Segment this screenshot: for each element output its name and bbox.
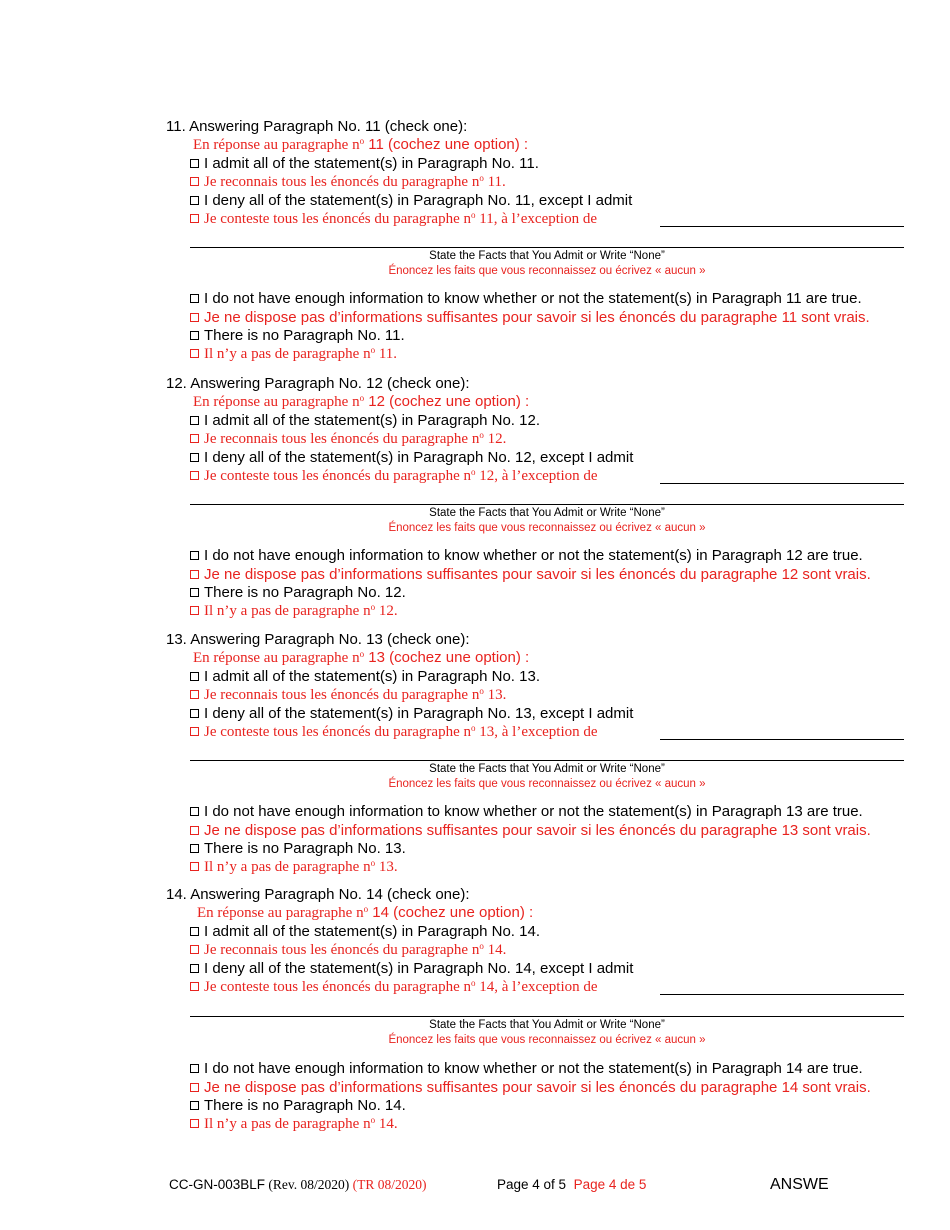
except-admit-field[interactable] [660, 226, 904, 227]
paragraph-heading-fr: En réponse au paragraphe $n^o$ 13 (cochez une option) : [193, 649, 530, 666]
answer-paragraph-13 [0, 630, 950, 887]
checkbox-no-paragraph-fr[interactable] [190, 862, 199, 871]
checkbox-no-info[interactable] [190, 294, 199, 303]
answer-paragraph-12 [0, 374, 950, 631]
option-deny[interactable]: I deny all of the statement(s) in Paragraph No. 14, except I admit [190, 959, 633, 978]
paragraph-heading-fr: En réponse au paragraphe $n^o$ 14 (cochez une option) : [197, 904, 534, 921]
option-no-info[interactable]: I do not have enough information to know whether or not the statement(s) in Paragraph 13 are true. [190, 802, 863, 821]
facts-admitted-field[interactable] [190, 760, 904, 761]
checkbox-deny-fr[interactable] [190, 727, 199, 736]
checkbox-deny-fr[interactable] [190, 471, 199, 480]
facts-caption: State the Facts that You Admit or Write “None” [429, 250, 665, 262]
checkbox-admit[interactable] [190, 672, 199, 681]
checkbox-deny-fr[interactable] [190, 214, 199, 223]
checkbox-admit[interactable] [190, 927, 199, 936]
except-admit-field[interactable] [660, 483, 904, 484]
facts-caption: State the Facts that You Admit or Write “None” [429, 763, 665, 775]
except-admit-field[interactable] [660, 739, 904, 740]
checkbox-no-paragraph[interactable] [190, 588, 199, 597]
form-code: CC-GN-003BLF (Rev. 08/2020) (TR 08/2020) [169, 1177, 427, 1192]
option-deny-fr[interactable]: Je conteste tous les énoncés du paragraphe $n^o$ 14, à l’exception de [190, 978, 598, 997]
option-no-paragraph[interactable]: There is no Paragraph No. 13. [190, 839, 406, 858]
option-no-paragraph[interactable]: There is no Paragraph No. 14. [190, 1096, 406, 1115]
option-no-info-fr[interactable]: Je ne dispose pas d’informations suffisantes pour savoir si les énoncés du paragraphe 14 sont vrais. [190, 1078, 871, 1097]
answer-paragraph-11 [0, 117, 950, 374]
checkbox-no-paragraph-fr[interactable] [190, 349, 199, 358]
option-no-paragraph-fr[interactable]: Il n’y a pas de paragraphe $n^o$ 12. [190, 602, 398, 621]
option-no-info-fr[interactable]: Je ne dispose pas d’informations suffisantes pour savoir si les énoncés du paragraphe 12 sont vrais. [190, 565, 871, 584]
facts-admitted-field[interactable] [190, 1016, 904, 1017]
option-admit[interactable]: I admit all of the statement(s) in Paragraph No. 11. [190, 154, 539, 173]
page-number: Page 4 of 5 Page 4 de 5 [497, 1177, 647, 1192]
paragraph-heading: 12. Answering Paragraph No. 12 (check one): [166, 375, 470, 392]
option-no-paragraph[interactable]: There is no Paragraph No. 12. [190, 583, 406, 602]
answer-paragraph-14 [0, 885, 950, 1142]
option-admit[interactable]: I admit all of the statement(s) in Paragraph No. 14. [190, 922, 540, 941]
option-deny[interactable]: I deny all of the statement(s) in Paragraph No. 13, except I admit [190, 704, 633, 723]
paragraph-heading: 13. Answering Paragraph No. 13 (check one): [166, 631, 470, 648]
checkbox-no-info[interactable] [190, 551, 199, 560]
checkbox-admit-fr[interactable] [190, 177, 199, 186]
checkbox-admit[interactable] [190, 159, 199, 168]
paragraph-heading: 14. Answering Paragraph No. 14 (check one): [166, 886, 470, 903]
form-title-truncated: ANSWE [770, 1176, 829, 1193]
option-no-info[interactable]: I do not have enough information to know whether or not the statement(s) in Paragraph 11 are true. [190, 289, 862, 308]
option-no-paragraph[interactable]: There is no Paragraph No. 11. [190, 326, 405, 345]
checkbox-no-info[interactable] [190, 1064, 199, 1073]
option-deny-fr[interactable]: Je conteste tous les énoncés du paragraphe $n^o$ 11, à l’exception de [190, 210, 597, 229]
checkbox-admit[interactable] [190, 416, 199, 425]
option-admit[interactable]: I admit all of the statement(s) in Paragraph No. 13. [190, 667, 540, 686]
option-no-paragraph-fr[interactable]: Il n’y a pas de paragraphe $n^o$ 13. [190, 858, 398, 877]
option-no-paragraph-fr[interactable]: Il n’y a pas de paragraphe $n^o$ 14. [190, 1115, 398, 1134]
checkbox-no-info-fr[interactable] [190, 313, 199, 322]
option-admit-fr[interactable]: Je reconnais tous les énoncés du paragraphe $n^o$ 12. [190, 430, 506, 449]
checkbox-deny[interactable] [190, 964, 199, 973]
checkbox-no-paragraph[interactable] [190, 1101, 199, 1110]
checkbox-admit-fr[interactable] [190, 945, 199, 954]
checkbox-deny-fr[interactable] [190, 982, 199, 991]
checkbox-admit-fr[interactable] [190, 434, 199, 443]
checkbox-deny[interactable] [190, 196, 199, 205]
facts-caption-fr: Énoncez les faits que vous reconnaissez ou écrivez « aucun » [388, 522, 706, 534]
facts-caption-fr: Énoncez les faits que vous reconnaissez ou écrivez « aucun » [388, 265, 706, 277]
checkbox-no-info[interactable] [190, 807, 199, 816]
option-no-paragraph-fr[interactable]: Il n’y a pas de paragraphe $n^o$ 11. [190, 345, 397, 364]
facts-caption-fr: Énoncez les faits que vous reconnaissez ou écrivez « aucun » [388, 778, 706, 790]
paragraph-heading-fr: En réponse au paragraphe $n^o$ 11 (cochez une option) : [193, 136, 529, 153]
option-no-info-fr[interactable]: Je ne dispose pas d’informations suffisantes pour savoir si les énoncés du paragraphe 11 sont vrais. [190, 308, 870, 327]
option-deny[interactable]: I deny all of the statement(s) in Paragraph No. 12, except I admit [190, 448, 633, 467]
paragraph-heading-fr: En réponse au paragraphe $n^o$ 12 (cochez une option) : [193, 393, 530, 410]
facts-caption: State the Facts that You Admit or Write “None” [429, 1019, 665, 1031]
facts-caption: State the Facts that You Admit or Write “None” [429, 507, 665, 519]
checkbox-no-info-fr[interactable] [190, 826, 199, 835]
checkbox-deny[interactable] [190, 709, 199, 718]
option-deny-fr[interactable]: Je conteste tous les énoncés du paragraphe $n^o$ 13, à l’exception de [190, 723, 598, 742]
paragraph-heading: 11. Answering Paragraph No. 11 (check one): [166, 118, 468, 135]
facts-caption-fr: Énoncez les faits que vous reconnaissez ou écrivez « aucun » [388, 1034, 706, 1046]
except-admit-field[interactable] [660, 994, 904, 995]
option-no-info[interactable]: I do not have enough information to know whether or not the statement(s) in Paragraph 12 are true. [190, 546, 863, 565]
option-no-info[interactable]: I do not have enough information to know whether or not the statement(s) in Paragraph 14 are true. [190, 1059, 863, 1078]
option-no-info-fr[interactable]: Je ne dispose pas d’informations suffisantes pour savoir si les énoncés du paragraphe 13 sont vrais. [190, 821, 871, 840]
option-admit-fr[interactable]: Je reconnais tous les énoncés du paragraphe $n^o$ 13. [190, 686, 506, 705]
checkbox-admit-fr[interactable] [190, 690, 199, 699]
checkbox-no-info-fr[interactable] [190, 570, 199, 579]
facts-admitted-field[interactable] [190, 504, 904, 505]
option-admit-fr[interactable]: Je reconnais tous les énoncés du paragraphe $n^o$ 14. [190, 941, 506, 960]
checkbox-no-info-fr[interactable] [190, 1083, 199, 1092]
checkbox-no-paragraph-fr[interactable] [190, 606, 199, 615]
checkbox-no-paragraph[interactable] [190, 844, 199, 853]
checkbox-no-paragraph[interactable] [190, 331, 199, 340]
checkbox-deny[interactable] [190, 453, 199, 462]
option-admit[interactable]: I admit all of the statement(s) in Paragraph No. 12. [190, 411, 540, 430]
option-deny-fr[interactable]: Je conteste tous les énoncés du paragraphe $n^o$ 12, à l’exception de [190, 467, 598, 486]
option-deny[interactable]: I deny all of the statement(s) in Paragraph No. 11, except I admit [190, 191, 632, 210]
checkbox-no-paragraph-fr[interactable] [190, 1119, 199, 1128]
option-admit-fr[interactable]: Je reconnais tous les énoncés du paragraphe $n^o$ 11. [190, 173, 506, 192]
facts-admitted-field[interactable] [190, 247, 904, 248]
